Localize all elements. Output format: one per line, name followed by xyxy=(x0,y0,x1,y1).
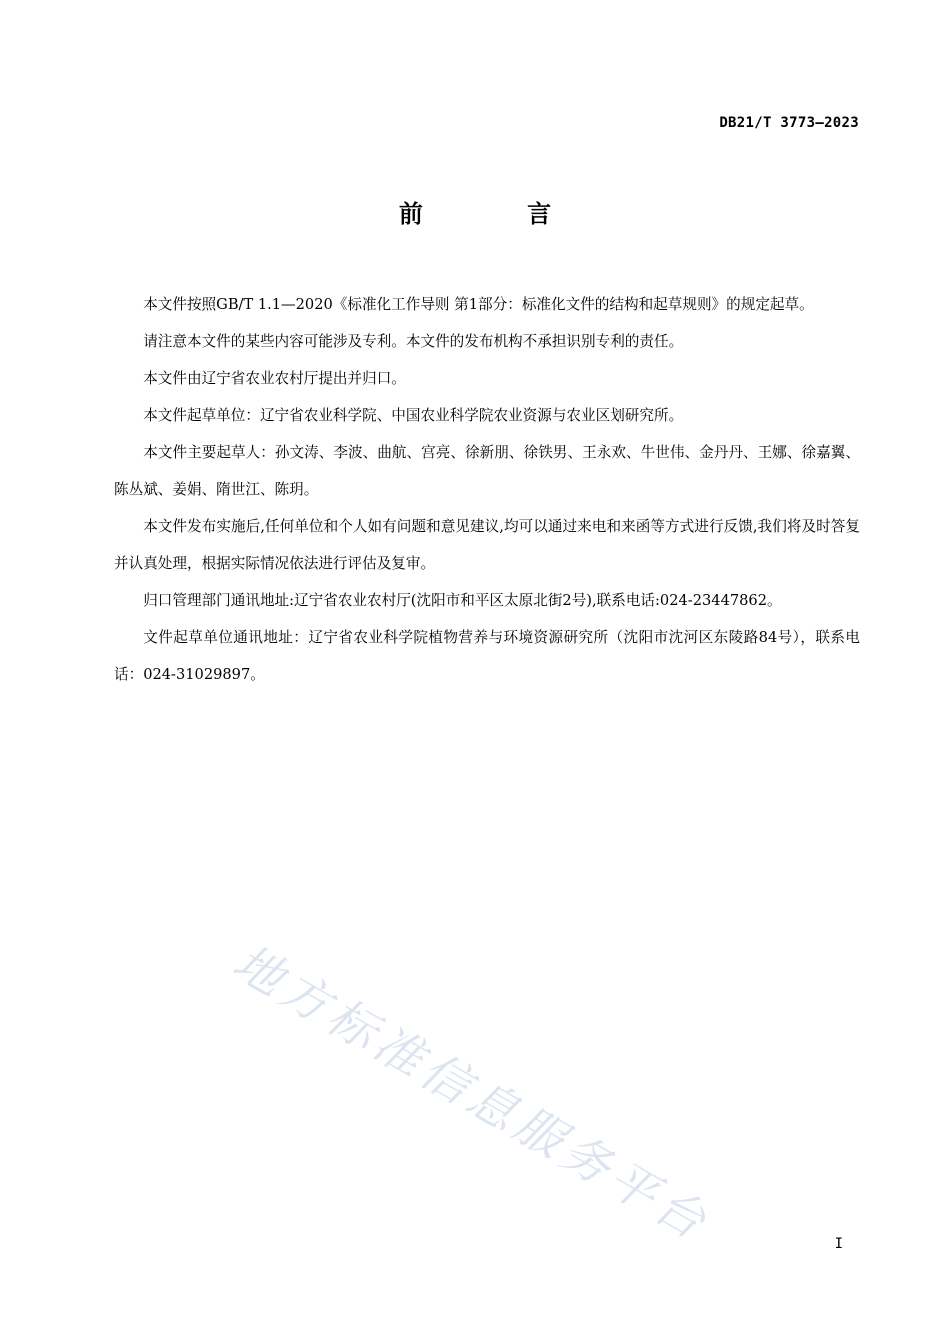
paragraph-authority-address: 归口管理部门通讯地址:辽宁省农业农村厅(沈阳市和平区太原北街2号),联系电话:024-23447862。 xyxy=(143,592,782,609)
paragraph-drafting-units: 本文件起草单位：辽宁省农业科学院、中国农业科学院农业资源与农业区划研究所。 xyxy=(143,407,684,424)
foreword-body xyxy=(114,286,860,693)
paragraph-patent-notice: 请注意本文件的某些内容可能涉及专利。本文件的发布机构不承担识别专利的责任。 xyxy=(143,333,684,350)
paragraph-drafter-address: 文件起草单位通讯地址：辽宁省农业科学院植物营养与环境资源研究所（沈阳市沈河区东陵路84号），联系电话：024-31029897。 xyxy=(114,629,860,683)
paragraph-drafting-rules: 本文件按照GB/T 1.1—2020《标准化工作导则 第1部分：标准化文件的结构和起草规则》的规定起草。 xyxy=(143,296,814,313)
document-code: DB21/T 3773—2023 xyxy=(719,115,859,131)
page-title: 前 言 xyxy=(398,200,600,228)
watermark: 地方标准信息服务平台 xyxy=(223,934,720,1253)
paragraph-main-drafters: 本文件主要起草人：孙文涛、李波、曲航、宫亮、徐新朋、徐铁男、王永欢、牛世伟、金丹丹、王娜、徐嘉翼、陈丛斌、姜娟、隋世江、陈玥。 xyxy=(114,444,860,498)
paragraph-proposer: 本文件由辽宁省农业农村厅提出并归口。 xyxy=(143,370,406,387)
paragraph-feedback: 本文件发布实施后,任何单位和个人如有问题和意见建议,均可以通过来电和来函等方式进行反馈,我们将及时答复并认真处理，根据实际情况依法进行评估及复审。 xyxy=(114,518,860,572)
page-number: I xyxy=(834,1236,843,1252)
